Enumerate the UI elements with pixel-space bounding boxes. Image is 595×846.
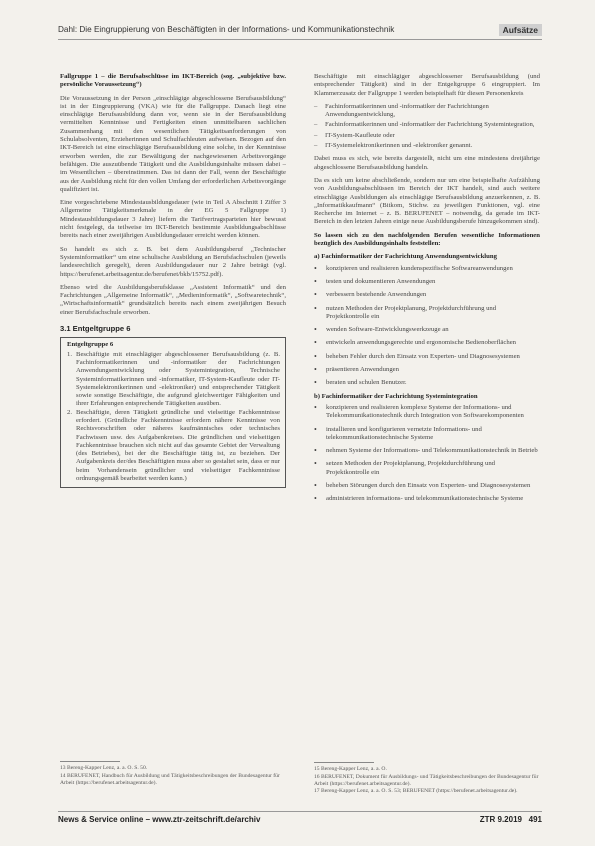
bullet-item: • installieren und konfigurieren vernetzte Informations- und telekommunikationstechnische Systeme [314, 424, 482, 441]
footnote: 17 Bereng-Kapper Lenz, a. a. O. S. 53; BERUFENET (https://berufenet.arbeitsagentur.de). [314, 788, 518, 795]
header-title: Dahl: Die Eingruppierung von Beschäftigten in der Informations- und Kommunikationstechnik [58, 25, 395, 34]
bullet-item: • konzipieren und realisieren kundenspezifische Softwareanwendungen [314, 263, 513, 273]
dash-item: – Fachinformatikerinnen und -informatiker der Fachrichtung Systemintegration, [314, 121, 535, 129]
bullet-item: • beheben Störungen durch den Einsatz von Experten- und Diagnosesystemen [314, 480, 531, 490]
dash-item: – IT-System-Kaufleute oder [314, 131, 395, 139]
box-heading: Entgeltgruppe 6 [67, 341, 114, 349]
bullet-item: • beraten und schulen Benutzer. [314, 378, 407, 388]
right-column [314, 73, 540, 509]
footnote: 13 Bereng-Kapper Lenz, a. a. O. S. 50. [60, 765, 148, 771]
paragraph: Die Voraussetzung in der Person „einschlägige abgeschlossene Berufsausbildung“ ist in der Eingruppierung (VKA) wie für die Fallgruppe. Danach liegt eine einschlägige Berufsausbildung dann vor, wenn sie in der Berufsausbildung vermittelten Kenntnisse und Fertigkeiten einen unmittelbaren sachlichen Zusammenhang mit den wesentlichen Tätigkeitsanforderungen von Schulabsolventen, Erzieherinnen und Schulfachleuten aufweisen. Bezogen auf den IKT-Bereich ist eine einschlägige Berufsausbildung eine solche, in der Kenntnisse erworben werden, die zur Bewältigung der nachgewiesenen Arbeitsvorgänge befähigen. Die auszuübende Tätigkeit und die Ausbildungsinhalte müssen dabei – im Wesentlichen – übereinstimmen. Das ist dann der Fall, wenn der Beschäftigte aus der Ausbildung nicht für den vollen Umfang der erforderlichen Arbeitsvorgänge qualifiziert ist. [60, 94, 286, 193]
paragraph: Ebenso wird die Ausbildungsberufsklasse „Assistent Informatik“ und den Fachrichtungen „Allgemeine Informatik“, „Medieninformatik“, „Softwaretechnik“, „Wirtschaftsinformatik“ grundsätzlich bereits nach einem zweijährigen Besuch einer Berufsfachschule erworben. [60, 283, 286, 316]
footnote: 15 Bereng-Kapper Lenz, a. a. O. [314, 766, 387, 772]
left-footnotes [60, 765, 286, 787]
section-badge: Aufsätze [499, 24, 542, 36]
tariff-box [60, 337, 286, 488]
paragraph: So lassen sich zu den nachfolgenden Berufen wesentliche Informationen bezüglich des Ausbildungsinhalts feststellen: [314, 231, 540, 248]
right-footnotes [314, 766, 540, 796]
paragraph: So handelt es sich z. B. bei dem Ausbildungsberuf „Technischer Systeminformatiker“ um eine schulische Ausbildung an Berufsfachschulen (jeweils landesrechtlich geregelt), deren Ausbildungsdauer nur 2 Jahre beträgt (vgl. https://berufenet.arbeitsagentur.de/berufenet/bkb/15752.pdf). [60, 245, 286, 278]
page-footer [58, 815, 542, 829]
bullet-item: • nehmen Systeme der Informations- und Telekommunikationstechnik in Betrieb [314, 446, 538, 456]
box-item: 1. Beschäftigte mit einschlägiger abgeschlossener Berufsausbildung (z. B. Fachinformatikerinnen und -informatiker der Fachrichtungen Anwendungsentwicklung oder Systemintegration, Technische Systeminformatikerinnen und -informatiker, IT-System-Kaufleute oder IT-Systemelektronikerinnen und -elektroniker) und entsprechender Tätigkeit sowie sonstige Beschäftigte, die aufgrund gleichwertiger Fähigkeiten und ihrer Erfahrungen entsprechende Tätigkeiten ausüben. [67, 350, 280, 408]
footer-link[interactable]: News & Service online – www.ztr-zeitschrift.de/archiv [58, 815, 261, 824]
left-column [60, 73, 286, 488]
bullet-item: • entwickeln anwendungsgerechte und ergonomische Bedienoberflächen [314, 338, 517, 348]
fallgruppe-intro: Fallgruppe 1 – die Berufsabschlüsse im IKT-Bereich (sog. „subjektive bzw. persönliche Voraussetzung“) [60, 73, 286, 89]
bullet-item: • testen und dokumentieren Anwendungen [314, 276, 436, 286]
dash-item: – Fachinformatikerinnen und -informatiker der Fachrichtungen Anwendungsentwicklung, [314, 102, 489, 119]
box-item: 2. Beschäftigte, deren Tätigkeit gründliche und vielseitige Fachkenntnisse erfordert. (Gründliche Fachkenntnisse erfordern nähere Kenntnisse von Rechtsvorschriften oder näheres kaufmännisches oder technisches Fachwissen usw. des Aufgabenkreises. Die gründlichen und vielseitigen Fachkenntnisse brauchen sich nicht auf das gesamte Gebiet der Verwaltung (des Betriebes), bei der die Beschäftigte tätig ist, zu beziehen. Der Aufgabenkreis der/des Beschäftigten muss aber so gestaltet sein, dass er nur beim Vorhandensein gründlicher und vielseitiger Fachkenntnisse ordnungsgemäß bearbeitet werden kann.) [67, 408, 280, 483]
bullet-item: • präsentieren Anwendungen [314, 365, 399, 375]
footnote-rule [314, 762, 374, 763]
running-header [58, 24, 542, 38]
footnote-rule [60, 761, 120, 762]
paragraph: Dabei muss es sich, wie bereits dargestellt, nicht um eine mindestens dreijährige abgeschlossene Berufsausbildung handeln. [314, 155, 540, 171]
header-rule [58, 39, 542, 40]
bullet-item: • nutzen Methoden der Projektplanung, Projektdurchführung und Projektkontrolle ein [314, 303, 497, 320]
footer-journal-page: ZTR 9.2019 491 [479, 815, 542, 824]
bullet-item: • administrieren informations- und telekommunikationstechnische Systeme [314, 494, 524, 504]
bullet-item: • verbessern bestehende Anwendungen [314, 290, 427, 300]
subheading-a: a) Fachinformatiker der Fachrichtung Anwendungsentwicklung [314, 253, 497, 261]
paragraph: Beschäftigte mit einschlägiger abgeschlossener Berufsausbildung (und entsprechender Tätigkeit) sind in der Entgeltgruppe 6 eingruppiert. Im Klammerzusatz der Fallgruppe 1 werden beispielhaft für diesen Personenkreis [314, 73, 540, 97]
subheading-b: b) Fachinformatiker der Fachrichtung Systemintegration [314, 392, 478, 400]
paragraph: Eine vorgeschriebene Mindestausbildungsdauer (wie in Teil A Abschnitt I Ziffer 3 Allgemeine Tätigkeitsmerkmale in der EG 5 Fallgruppe 1) Mindestausbildungsdauer 3 Jahre) liefern die Tarifvertragsparteien hier bewusst nicht festgelegt, da teilweise im IKT-Bereich bestimmte Ausbildungsabschlüsse bereits nach einer zweijährigen Ausbildungsdauer erreicht werden können. [60, 199, 286, 240]
bullet-item: • beheben Fehler durch den Einsatz von Experten- und Diagnosesystemen [314, 351, 520, 361]
footnote: 14 BERUFENET, Handbuch für Ausbildung und Tätigkeitsbeschreibungen der Bundesagentur für Arbeit (https://berufenet.arbeitsagentur.de). [60, 772, 280, 786]
bullet-item: • setzen Methoden der Projektplanung, Projektdurchführung und Projektkontrolle ein [314, 459, 496, 476]
section-heading: 3.1 Entgeltgruppe 6 [60, 324, 131, 334]
paragraph: Da es sich um keine abschließende, sondern nur um eine beispielhafte Aufzählung von Ausbildungsabschlüssen im Bereich der IKT handelt, sind auch weitere einschlägige Ausbildungen als einschlägige Berufsausbildung anzuerkennen, z. B. „Informatikkaufmann“ (Bitkom, Stichw. zu jeweiligen Funktionen, vgl. eine Recherche im Internet – z. B. BERUFENET – notwendig, da gerade im IKT-Bereich in den letzten Jahren einige neue Ausbildungsberufe hinzugekommen sind). [314, 176, 540, 226]
bullet-item: • konzipieren und realisieren komplexe Systeme der Informations- und Telekommunikationstechnik durch Integration von Softwarekomponenten [314, 402, 524, 420]
bullet-item: • wenden Software-Entwicklungswerkzeuge an [314, 325, 449, 335]
footer-rule [58, 811, 542, 812]
footnote: 16 BERUFENET, Dokument für Ausbildungs- und Tätigkeitsbeschreibungen der Bundesagentur für Arbeit (https://berufenet.arbeitsagentur.de). [314, 773, 539, 787]
dash-item: – IT-Systemelektronikerinnen und -elektroniker genannt. [314, 142, 473, 150]
